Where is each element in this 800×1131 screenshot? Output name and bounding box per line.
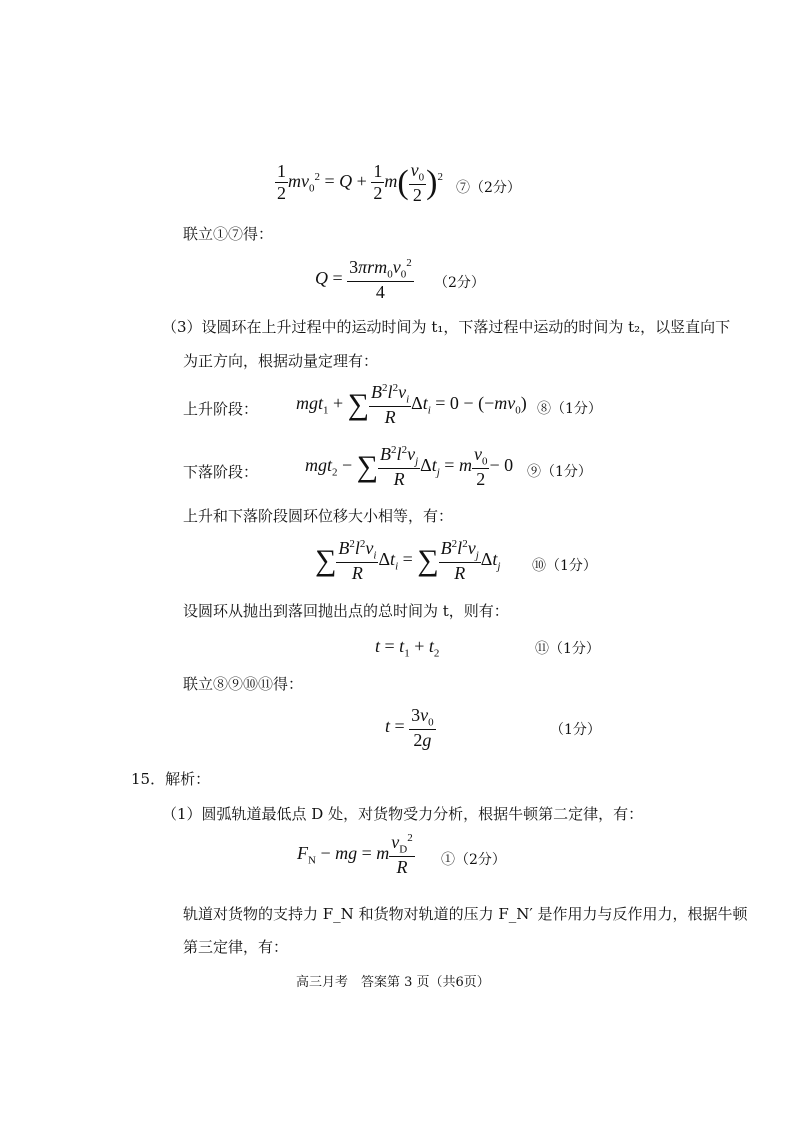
equation-score: （1分） <box>550 722 601 738</box>
support-force-text: 轨道对货物的支持力 F_N 和货物对轨道的压力 F_N′ 是作用力与反作用力，根据牛顿 <box>183 905 748 923</box>
page-footer: 高三月考 答案第 3 页（共6页） <box>296 975 490 990</box>
equal-line: 上升和下落阶段圆环位移大小相等，有： <box>183 507 454 525</box>
equation-result-time: t = $\frac{3v_0}{2g}$ <box>385 705 434 750</box>
rise-label: 上升阶段： <box>183 400 259 418</box>
equation-rise: mgt$_1$ + ∑ $\frac{B^2l^2v_i}{R}$ $\Delta t_i = 0 - (-mv_0)$ <box>296 382 527 427</box>
fall-label: 下落阶段： <box>183 463 259 481</box>
equation-score: ⑨（1分） <box>527 464 592 480</box>
support-force-text: 第三定律，有： <box>183 938 289 956</box>
equation-score: （2分） <box>434 275 485 291</box>
equation-score: ⑩（1分） <box>532 558 597 574</box>
equation-heat: Q = $\frac{3\pi rm_0v_0^2}{4}$ <box>315 257 412 302</box>
combine-line: 联立⑧⑨⑩⑪得： <box>183 675 304 693</box>
combine-line: 联立①⑦得： <box>183 225 274 243</box>
equation-score: ①（2分） <box>441 852 506 868</box>
equation-energy: $\frac{1}{2}$ $mv_0^2 = Q$ + $\frac{1}{2}$ m( $\frac{v_0}{2}$ )$^2$ <box>277 160 443 205</box>
equation-displacement: ∑ $\frac{B^2l^2v_i}{R}$ $\Delta t_i$ = ∑ $\frac{B^2l^2v_j}{R}$ $\Delta t_j$ <box>315 538 501 583</box>
equation-total-time: $t = t_1 + t_2$ <box>375 636 440 660</box>
equation-score: ⑪（1分） <box>535 641 600 657</box>
equation-score: ⑧（1分） <box>537 401 602 417</box>
question-15-part1: （1）圆弧轨道最低点 D 处，对货物受力分析，根据牛顿第二定律，有： <box>162 805 644 823</box>
equation-fall: mgt$_2$ − ∑ $\frac{B^2l^2v_j}{R}$ $\Delta t_j = m$ $\frac{v_0}{2}$ − 0 <box>305 444 514 489</box>
equation-newton: $F_N$ − mg = m $\frac{v_D^2}{R}$ <box>297 832 413 877</box>
question-15-title: 15．解析： <box>131 770 211 788</box>
total-time-line: 设圆环从抛出到落回抛出点的总时间为 t，则有： <box>183 602 509 620</box>
equation-score: ⑦（2分） <box>456 180 521 196</box>
part3-text: 为正方向，根据动量定理有： <box>183 352 379 370</box>
part3-text: （3）设圆环在上升过程中的运动时间为 t₁，下落过程中运动的时间为 t₂，以竖直向下 <box>162 318 731 336</box>
